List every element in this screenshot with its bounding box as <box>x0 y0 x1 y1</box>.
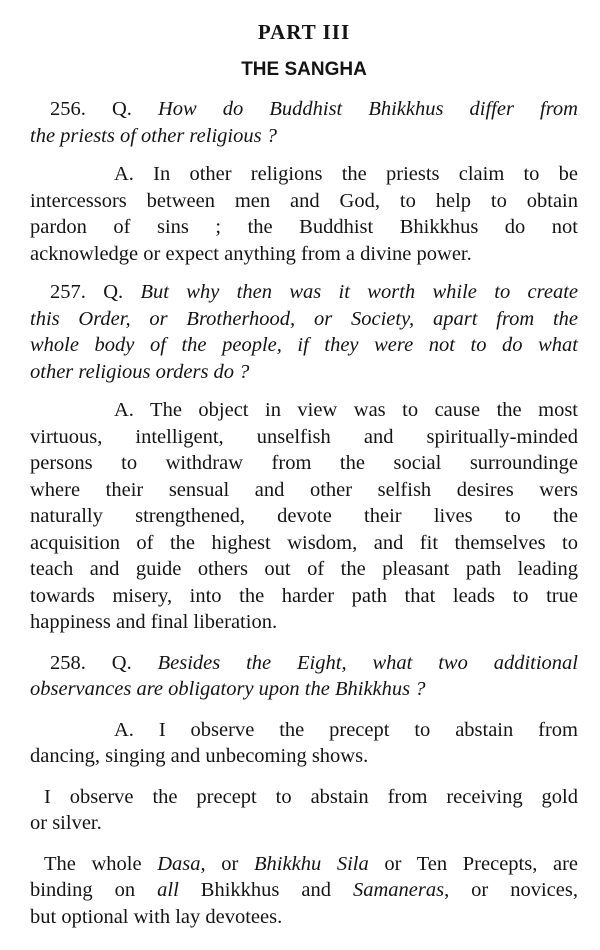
answer-258-part-2 <box>30 784 578 837</box>
answer-line: where their sensual and other selfish desires wers <box>30 478 578 501</box>
question-line: whole body of the people, if they were not to do what <box>30 334 578 356</box>
part-heading: PART III <box>257 20 351 44</box>
question-257-line-1: 257. Q. But why then was it worth while to create <box>50 281 578 303</box>
question-line: other religious orders do ? <box>30 360 250 383</box>
answer-258-part-1 <box>30 717 578 770</box>
closing-paragraph <box>30 851 578 931</box>
answer-line: virtuous, intelligent, unselfish and spiritually-minded <box>30 425 578 448</box>
question-number: 256. Q. <box>50 98 132 120</box>
answer-256 <box>30 161 578 267</box>
answer-line: acknowledge or expect anything from a divine power. <box>30 242 472 265</box>
answer-line: A. In other religions the priests claim to be <box>114 163 578 185</box>
book-page <box>30 0 578 930</box>
closing-line-1: The whole Dasa, or Bhikkhu Sila or Ten Precepts, are <box>44 852 579 875</box>
question-256 <box>30 96 578 149</box>
answer-line: acquisition of the highest wisdom, and fit themselves to <box>30 531 578 554</box>
answer-line: persons to withdraw from the social surroundinge <box>30 452 578 474</box>
question-256-line-1: 256. Q. How do Buddhist Bhikkhus differ from <box>50 98 578 120</box>
question-line: observances are obligatory upon the Bhikkhus ? <box>30 678 426 700</box>
question-257 <box>30 279 578 385</box>
answer-257 <box>30 397 578 636</box>
answer-line: teach and guide others out of the pleasant path leading <box>30 558 578 580</box>
answer-line: naturally strengthened, devote their lives to the <box>30 505 578 527</box>
closing-line-2: binding on all Bhikkhus and Samaneras, or novices, <box>30 879 578 901</box>
answer-line: towards misery, into the harder path that leads to true <box>30 584 578 607</box>
answer-line: A. The object in view was to cause the most <box>114 399 578 421</box>
question-256-line-2: the priests of other religious ? <box>30 124 277 147</box>
answer-line: pardon of sins ; the Buddhist Bhikkhus do not <box>30 216 578 238</box>
question-number: 257. Q. <box>50 281 124 303</box>
answer-line: happiness and final liberation. <box>30 611 278 633</box>
question-line: this Order, or Brotherhood, or Society, apart from the <box>30 307 578 330</box>
answer-line: intercessors between men and God, to help to obtain <box>30 189 578 212</box>
answer-line: I observe the precept to abstain from receiving gold <box>44 785 578 808</box>
closing-line-3: but optional with lay devotees. <box>30 905 283 928</box>
question-258-line-1: 258. Q. Besides the Eight, what two additional <box>50 651 578 674</box>
question-258 <box>30 650 578 703</box>
answer-line: A. I observe the precept to abstain from <box>114 718 578 741</box>
section-heading: THE SANGHA <box>241 59 367 80</box>
answer-line: or silver. <box>30 812 102 834</box>
question-number: 258. Q. <box>50 651 132 674</box>
answer-line: dancing, singing and unbecoming shows. <box>30 745 369 767</box>
